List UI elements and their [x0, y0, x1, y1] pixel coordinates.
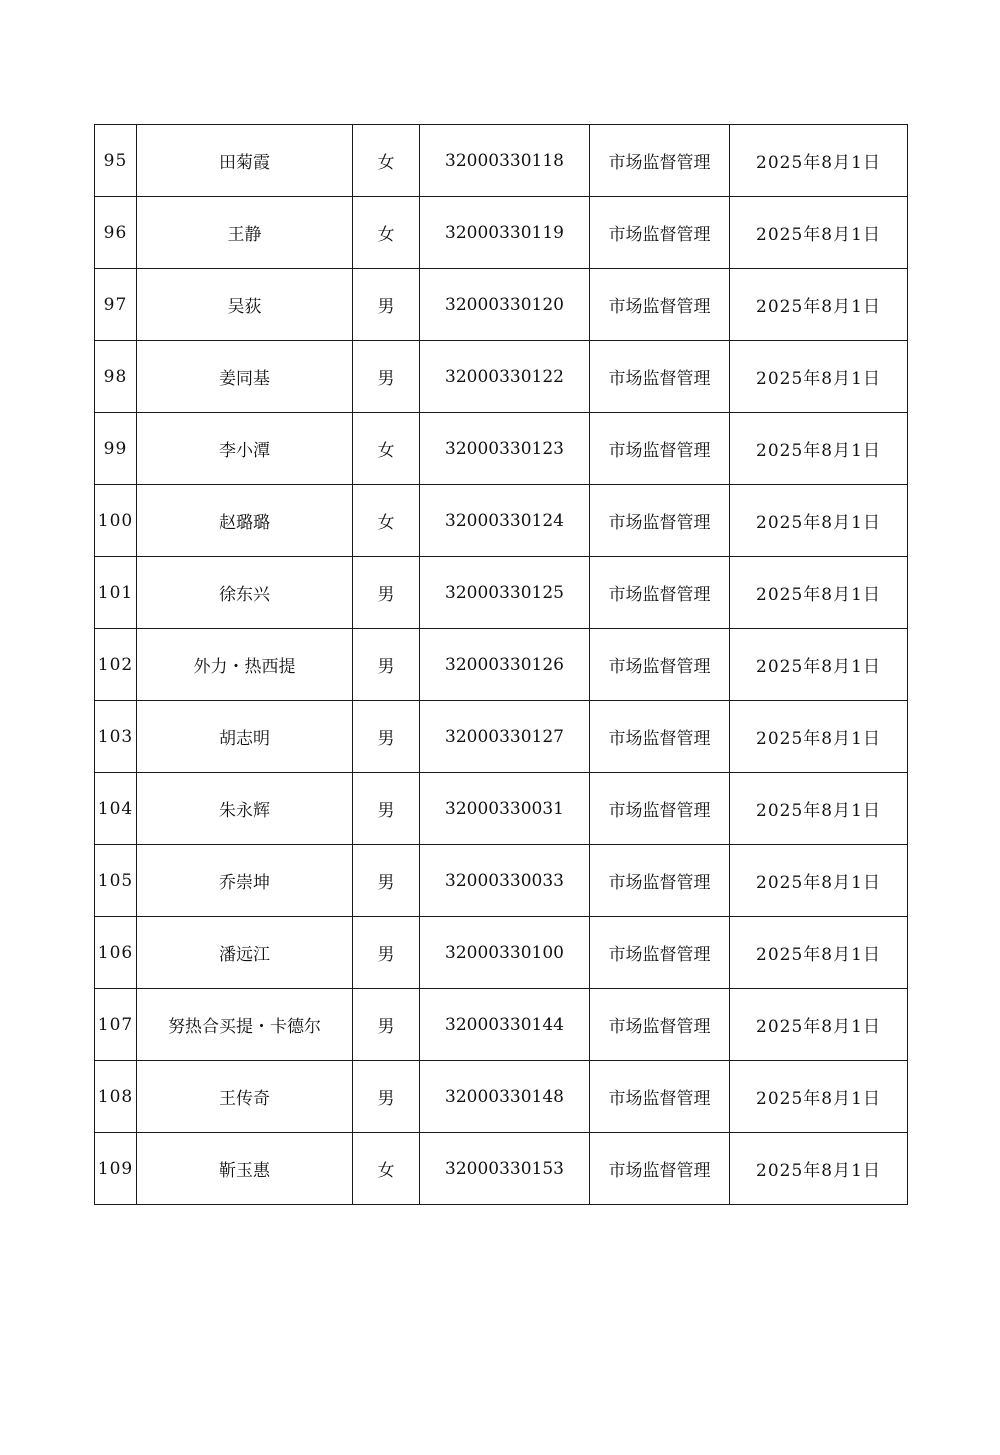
table-row — [95, 485, 908, 557]
table-row — [95, 629, 908, 701]
date-cell: 2025年8月1日 — [730, 989, 908, 1061]
row-number: 108 — [95, 1061, 137, 1133]
row-number: 104 — [95, 773, 137, 845]
table-row — [95, 1061, 908, 1133]
major-cell: 市场监督管理 — [590, 485, 730, 557]
id-number-cell: 32000330144 — [420, 989, 590, 1061]
date-cell: 2025年8月1日 — [730, 125, 908, 197]
gender-cell: 女 — [353, 197, 420, 269]
name-cell: 努热合买提・卡德尔 — [137, 989, 353, 1061]
row-number: 100 — [95, 485, 137, 557]
major-cell: 市场监督管理 — [590, 701, 730, 773]
id-number-cell: 32000330125 — [420, 557, 590, 629]
name-cell: 王传奇 — [137, 1061, 353, 1133]
name-cell: 靳玉惠 — [137, 1133, 353, 1205]
date-cell: 2025年8月1日 — [730, 413, 908, 485]
row-number: 109 — [95, 1133, 137, 1205]
gender-cell: 男 — [353, 773, 420, 845]
date-cell: 2025年8月1日 — [730, 629, 908, 701]
id-number-cell: 32000330122 — [420, 341, 590, 413]
id-number-cell: 32000330119 — [420, 197, 590, 269]
row-number: 95 — [95, 125, 137, 197]
table-row — [95, 989, 908, 1061]
major-cell: 市场监督管理 — [590, 989, 730, 1061]
date-cell: 2025年8月1日 — [730, 701, 908, 773]
row-number: 101 — [95, 557, 137, 629]
table-row — [95, 1133, 908, 1205]
table-row — [95, 773, 908, 845]
gender-cell: 男 — [353, 629, 420, 701]
roster-body — [95, 125, 908, 1205]
row-number: 107 — [95, 989, 137, 1061]
row-number: 102 — [95, 629, 137, 701]
row-number: 105 — [95, 845, 137, 917]
row-number: 98 — [95, 341, 137, 413]
date-cell: 2025年8月1日 — [730, 773, 908, 845]
gender-cell: 男 — [353, 917, 420, 989]
major-cell: 市场监督管理 — [590, 269, 730, 341]
date-cell: 2025年8月1日 — [730, 557, 908, 629]
row-number: 103 — [95, 701, 137, 773]
name-cell: 朱永辉 — [137, 773, 353, 845]
date-cell: 2025年8月1日 — [730, 1061, 908, 1133]
row-number: 106 — [95, 917, 137, 989]
major-cell: 市场监督管理 — [590, 845, 730, 917]
name-cell: 姜同基 — [137, 341, 353, 413]
name-cell: 外力・热西提 — [137, 629, 353, 701]
id-number-cell: 32000330127 — [420, 701, 590, 773]
major-cell: 市场监督管理 — [590, 341, 730, 413]
table-row — [95, 341, 908, 413]
table-row — [95, 917, 908, 989]
name-cell: 李小潭 — [137, 413, 353, 485]
name-cell: 胡志明 — [137, 701, 353, 773]
gender-cell: 男 — [353, 557, 420, 629]
table-row — [95, 701, 908, 773]
id-number-cell: 32000330153 — [420, 1133, 590, 1205]
gender-cell: 女 — [353, 413, 420, 485]
gender-cell: 男 — [353, 845, 420, 917]
table-row — [95, 197, 908, 269]
roster-table — [94, 124, 908, 1205]
name-cell: 赵璐璐 — [137, 485, 353, 557]
gender-cell: 男 — [353, 1061, 420, 1133]
name-cell: 王静 — [137, 197, 353, 269]
table-row — [95, 845, 908, 917]
major-cell: 市场监督管理 — [590, 917, 730, 989]
gender-cell: 女 — [353, 125, 420, 197]
date-cell: 2025年8月1日 — [730, 845, 908, 917]
date-cell: 2025年8月1日 — [730, 197, 908, 269]
major-cell: 市场监督管理 — [590, 1061, 730, 1133]
major-cell: 市场监督管理 — [590, 773, 730, 845]
table-row — [95, 125, 908, 197]
table-row — [95, 413, 908, 485]
gender-cell: 男 — [353, 269, 420, 341]
date-cell: 2025年8月1日 — [730, 1133, 908, 1205]
id-number-cell: 32000330126 — [420, 629, 590, 701]
id-number-cell: 32000330124 — [420, 485, 590, 557]
row-number: 96 — [95, 197, 137, 269]
id-number-cell: 32000330123 — [420, 413, 590, 485]
date-cell: 2025年8月1日 — [730, 269, 908, 341]
date-cell: 2025年8月1日 — [730, 341, 908, 413]
major-cell: 市场监督管理 — [590, 557, 730, 629]
id-number-cell: 32000330120 — [420, 269, 590, 341]
major-cell: 市场监督管理 — [590, 197, 730, 269]
gender-cell: 男 — [353, 341, 420, 413]
gender-cell: 女 — [353, 485, 420, 557]
name-cell: 潘远江 — [137, 917, 353, 989]
major-cell: 市场监督管理 — [590, 1133, 730, 1205]
date-cell: 2025年8月1日 — [730, 917, 908, 989]
name-cell: 乔崇坤 — [137, 845, 353, 917]
major-cell: 市场监督管理 — [590, 629, 730, 701]
name-cell: 田菊霞 — [137, 125, 353, 197]
major-cell: 市场监督管理 — [590, 125, 730, 197]
name-cell: 吴荻 — [137, 269, 353, 341]
gender-cell: 男 — [353, 701, 420, 773]
table-row — [95, 557, 908, 629]
id-number-cell: 32000330031 — [420, 773, 590, 845]
id-number-cell: 32000330100 — [420, 917, 590, 989]
row-number: 97 — [95, 269, 137, 341]
id-number-cell: 32000330118 — [420, 125, 590, 197]
gender-cell: 男 — [353, 989, 420, 1061]
id-number-cell: 32000330148 — [420, 1061, 590, 1133]
id-number-cell: 32000330033 — [420, 845, 590, 917]
date-cell: 2025年8月1日 — [730, 485, 908, 557]
gender-cell: 女 — [353, 1133, 420, 1205]
major-cell: 市场监督管理 — [590, 413, 730, 485]
row-number: 99 — [95, 413, 137, 485]
name-cell: 徐东兴 — [137, 557, 353, 629]
table-row — [95, 269, 908, 341]
